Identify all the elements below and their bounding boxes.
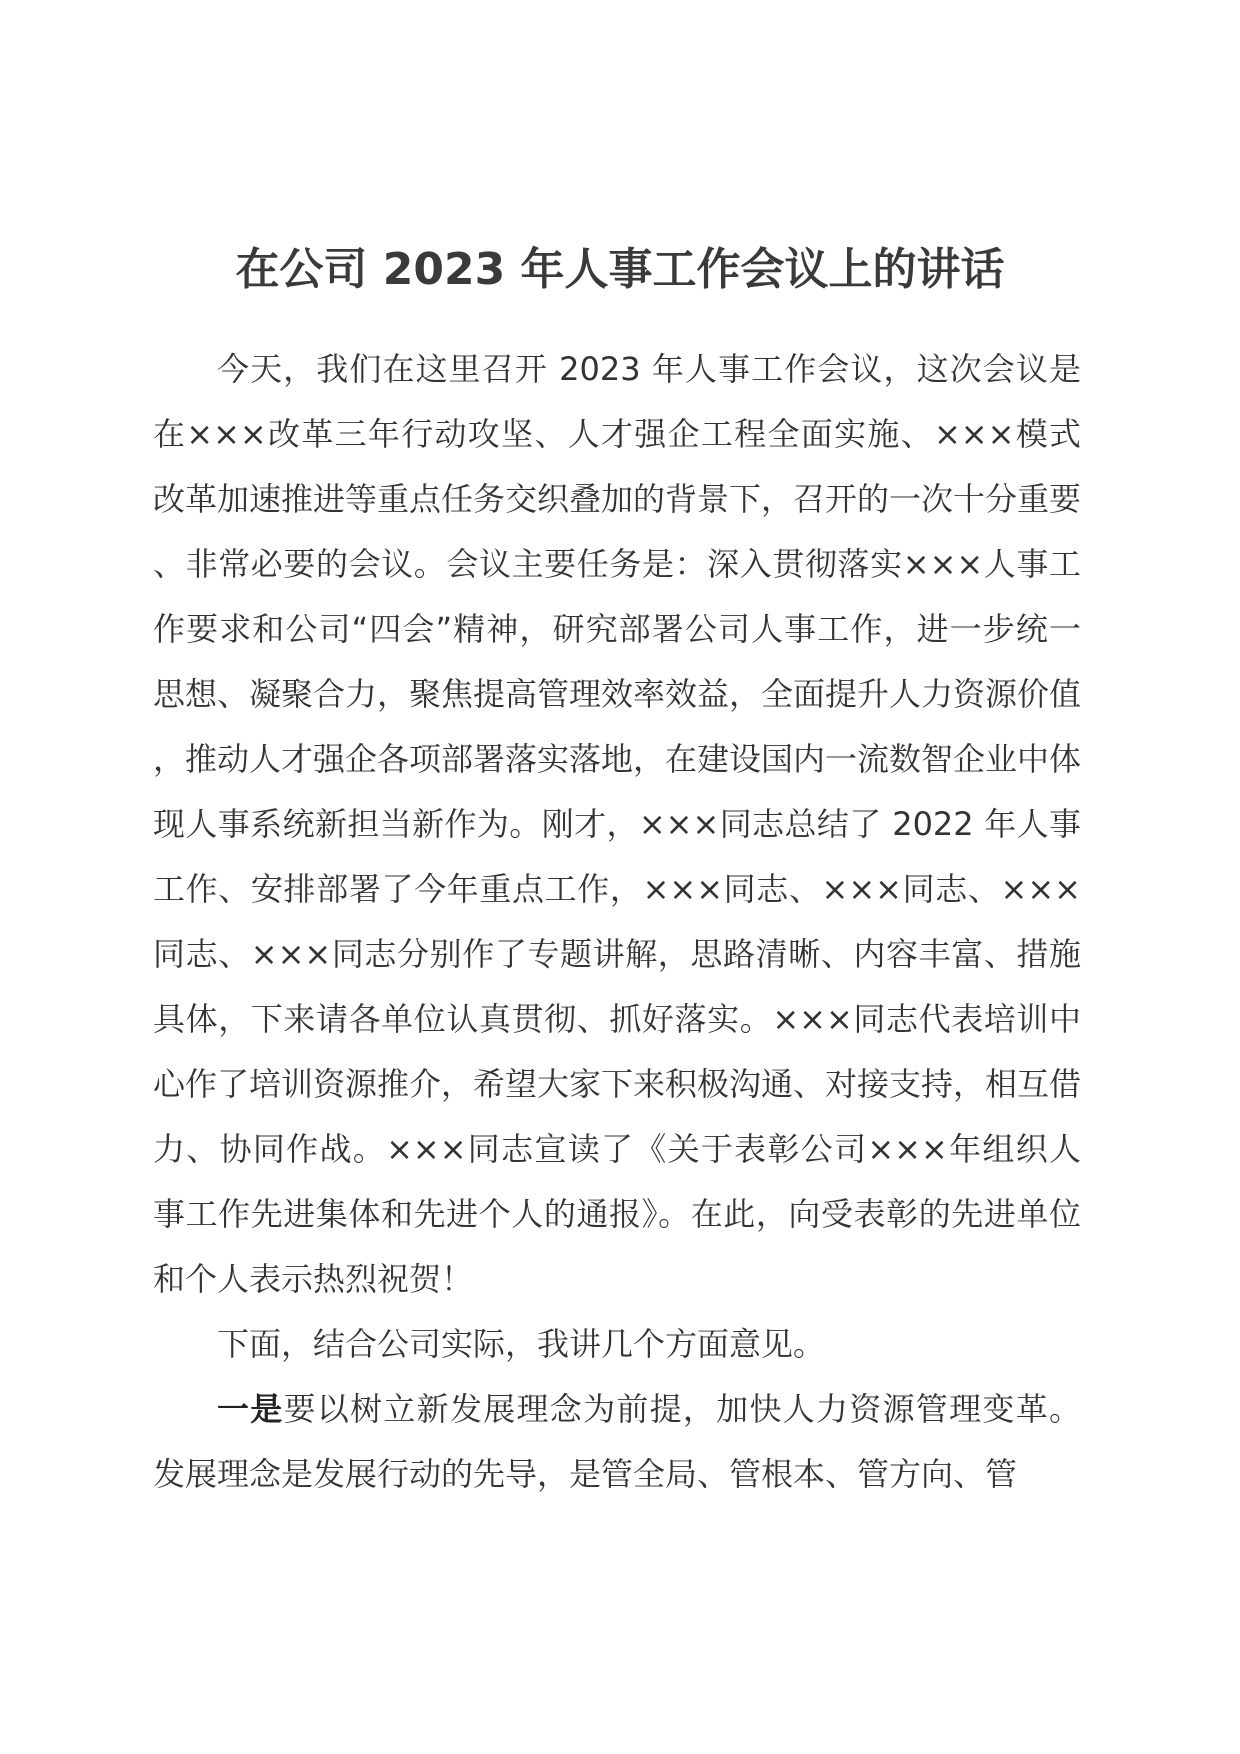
- paragraph-text: 今天，我们在这里召开 2023 年人事工作会议，这次会议是在×××改革三年行动攻坚、人才强企工程全面实施、×××模式改革加速推进等重点任务交织叠加的背景下，召开的一次十分重要、非常必要的会议。会议主要任务是：深入贯彻落实×××人事工作要求和公司“四会”精神，研究部署公司人事工作，进一步统一思想、凝聚合力，聚焦提高管理效率效益，全面提升人力资源价值，推动人才强企各项部署落实落地，在建设国内一流数智企业中体现人事系统新担当新作为。刚才，×××同志总结了 2022 年人事工作、安排部署了今年重点工作，×××同志、×××同志、×××同志、×××同志分别作了专题讲解，思路清晰、内容丰富、措施具体，下来请各单位认真贯彻、抓好落实。×××同志代表培训中心作了培训资源推介，希望大家下来积极沟通、对接支持，相互借力、协同作战。×××同志宣读了《关于表彰公司×××年组织人事工作先进集体和先进个人的通报》。在此，向受表彰的先进单位和个人表示热烈祝贺！: [153, 350, 1082, 1298]
- paragraph-intro: [153, 337, 1081, 1312]
- paragraph-transition: [153, 1312, 1081, 1377]
- document-body: [153, 337, 1081, 1507]
- paragraph-text: 要以树立新发展理念为前提，加快人力资源管理变革。发展理念是发展行动的先导，是管全局、管根本、管方向、管: [153, 1390, 1081, 1493]
- paragraph-lead: 一是: [217, 1390, 284, 1428]
- document-title: 在公司 2023 年人事工作会议上的讲话: [235, 244, 1005, 295]
- paragraph-point-one: [153, 1377, 1081, 1507]
- paragraph-text: 下面，结合公司实际，我讲几个方面意见。: [217, 1325, 826, 1363]
